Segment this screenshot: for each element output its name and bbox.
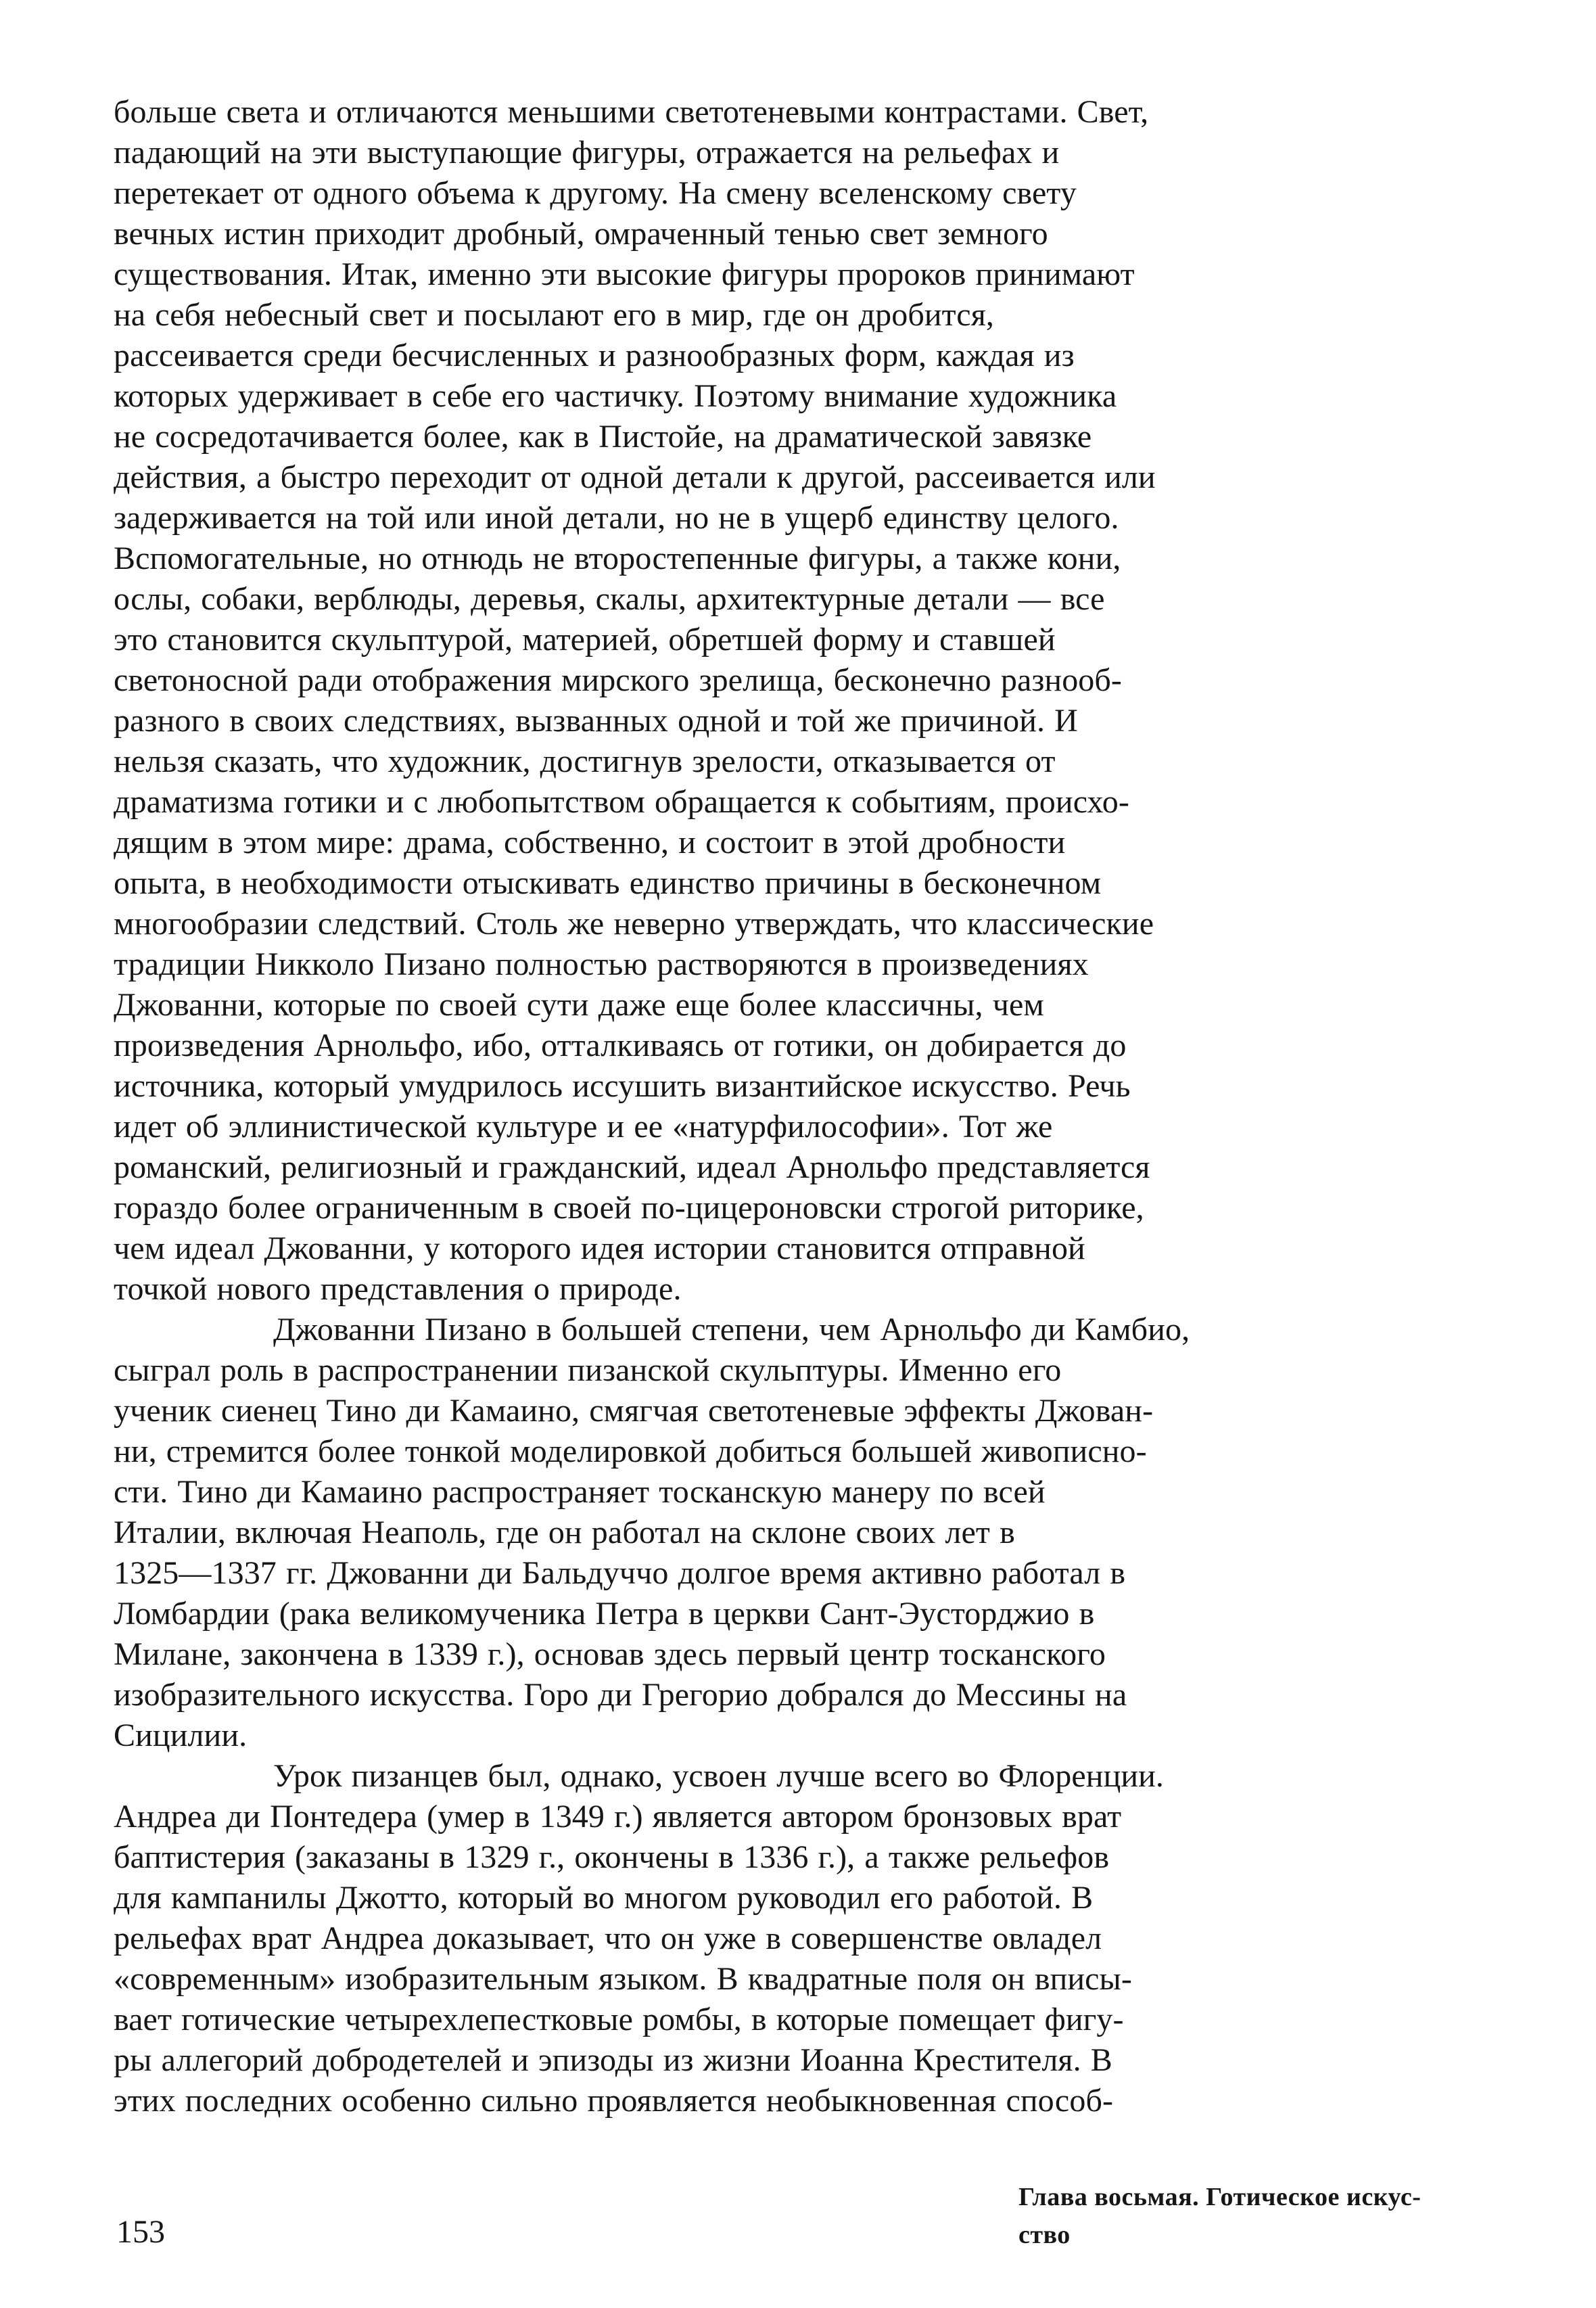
text-line: гораздо более ограниченным в своей по-цицероновски строгой риторике,	[114, 1190, 1144, 1226]
text-line: светоносной ради отображения мирского зрелища, бесконечно разнооб-	[114, 662, 1123, 698]
text-line: идет об эллинистической культуре и ее «натурфилософии». Тот же	[114, 1109, 1053, 1145]
text-line: это становится скульптурой, материей, обретшей форму и ставшей	[114, 622, 1056, 657]
text-line: изобразительного искусства. Горо ди Грегорио добрался до Мессины на	[114, 1677, 1127, 1713]
text-line: Италии, включая Неаполь, где он работал на склоне своих лет в	[114, 1515, 1015, 1550]
text-line: вечных истин приходит дробный, омраченный тенью свет земного	[114, 216, 1048, 252]
text-line: сти. Тино ди Камаино распространяет тосканскую манеру по всей	[114, 1474, 1046, 1510]
text-line: Милане, закончена в 1339 г.), основав здесь первый центр тосканского	[114, 1636, 1106, 1672]
text-line: ослы, собаки, верблюды, деревья, скалы, архитектурные детали — все	[114, 581, 1105, 617]
text-line: перетекает от одного объема к другому. На смену вселенскому свету	[114, 175, 1077, 211]
text-line: для кампанилы Джотто, который во многом руководил его работой. В	[114, 1880, 1094, 1916]
text-line: точкой нового представления о природе.	[114, 1271, 682, 1307]
text-line: драматизма готики и с любопытством обращается к событиям, происхо-	[114, 784, 1129, 820]
text-line: вает готические четырехлепестковые ромбы, в которые помещает фигу-	[114, 2002, 1124, 2037]
text-line: больше света и отличаются меньшими светотеневыми контрастами. Свет,	[114, 94, 1149, 130]
paragraph-first-line: Урок пизанцев был, однако, усвоен лучше всего во Флоренции.	[273, 1758, 1165, 1794]
text-line: ученик сиенец Тино ди Камаино, смягчая светотеневые эффекты Джован-	[114, 1393, 1154, 1429]
text-line: ры аллегорий добродетелей и эпизоды из жизни Иоанна Крестителя. В	[114, 2042, 1112, 2078]
text-line: рельефах врат Андреа доказывает, что он уже в совершенстве овладел	[114, 1920, 1102, 1956]
text-line: нельзя сказать, что художник, достигнув зрелости, отказывается от	[114, 743, 1056, 779]
text-line: рассеивается среди бесчисленных и разнообразных форм, каждая из	[114, 338, 1075, 373]
text-line: Андреа ди Понтедера (умер в 1349 г.) является автором бронзовых врат	[114, 1799, 1122, 1834]
body-text	[114, 92, 1507, 2121]
text-line: которых удерживает в себе его частичку. Поэтому внимание художника	[114, 378, 1117, 414]
text-line: Ломбардии (рака великомученика Петра в церкви Сант-Эусторджио в	[114, 1596, 1095, 1632]
page-number: 153	[116, 2214, 165, 2250]
text-line: многообразии следствий. Столь же неверно утверждать, что классические	[114, 906, 1154, 942]
text-line: действия, а быстро переходит от одной детали к другой, рассеивается или	[114, 459, 1156, 495]
text-line: «современным» изобразительным языком. В квадратные поля он вписы-	[114, 1961, 1132, 1997]
text-line: произведения Арнольфо, ибо, отталкиваясь от готики, он добирается до	[114, 1028, 1127, 1063]
text-line: разного в своих следствиях, вызванных одной и той же причиной. И	[114, 703, 1078, 739]
text-line: опыта, в необходимости отыскивать единство причины в бесконечном	[114, 865, 1102, 901]
running-head-line: ство	[1018, 2221, 1071, 2249]
text-line: Вспомогательные, но отнюдь не второстепенные фигуры, а также кони,	[114, 540, 1121, 576]
text-line: падающий на эти выступающие фигуры, отражается на рельефах и	[114, 135, 1060, 170]
text-line: ни, стремится более тонкой моделировкой добиться большей живописно-	[114, 1433, 1147, 1469]
text-line: 1325—1337 гг. Джованни ди Бальдуччо долгое время активно работал в	[114, 1555, 1126, 1591]
text-line: традиции Никколо Пизано полностью растворяются в произведениях	[114, 946, 1089, 982]
text-line: Джованни, которые по своей сути даже еще более классичны, чем	[114, 987, 1044, 1023]
text-line: романский, религиозный и гражданский, идеал Арнольфо представляется	[114, 1149, 1150, 1185]
text-line: задерживается на той или иной детали, но не в ущерб единству целого.	[114, 500, 1119, 536]
text-line: сыграл роль в распространении пизанской скульптуры. Именно его	[114, 1352, 1062, 1388]
running-head-line: Глава восьмая. Готическое искус-	[1018, 2183, 1422, 2211]
text-line: не сосредотачивается более, как в Пистойе, на драматической завязке	[114, 419, 1092, 455]
text-line: на себя небесный свет и посылают его в мир, где он дробится,	[114, 297, 994, 333]
text-line: Сицилии.	[114, 1717, 248, 1753]
paragraph-first-line: Джованни Пизано в большей степени, чем Арнольфо ди Камбио,	[273, 1312, 1190, 1347]
text-line: этих последних особенно сильно проявляется необыкновенная способ-	[114, 2083, 1114, 2119]
text-line: баптистерия (заказаны в 1329 г., окончены в 1336 г.), а также рельефов	[114, 1839, 1110, 1875]
text-line: существования. Итак, именно эти высокие фигуры пророков принимают	[114, 256, 1135, 292]
running-head	[1018, 2178, 1532, 2254]
text-line: источника, который умудрилось иссушить византийское искусство. Речь	[114, 1068, 1131, 1104]
text-line: дящим в этом мире: драма, собственно, и состоит в этой дробности	[114, 825, 1066, 860]
text-line: чем идеал Джованни, у которого идея истории становится отправной	[114, 1230, 1085, 1266]
